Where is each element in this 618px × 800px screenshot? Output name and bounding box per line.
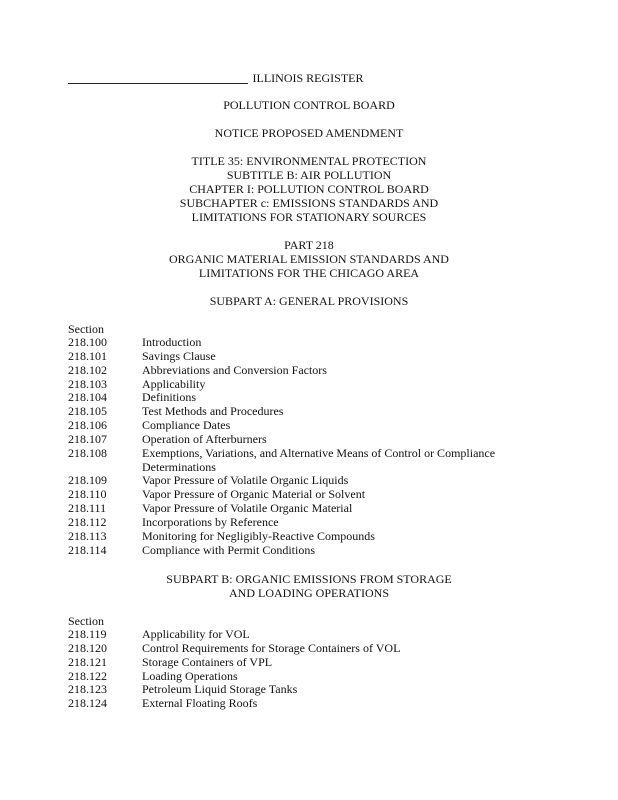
section-number: 218.107 [68,431,107,446]
section-title: Savings Clause [142,348,216,363]
section-title: Vapor Pressure of Volatile Organic Material [142,501,353,516]
section-entry [68,530,550,544]
section-number: 218.124 [68,696,107,711]
section-title: Definitions [142,390,196,405]
section-entry [68,502,550,516]
section-title: Vapor Pressure of Volatile Organic Liquids [142,473,349,488]
title-heading [68,154,550,224]
section-entry [68,378,550,392]
section-entry [68,670,550,684]
section-title: Petroleum Liquid Storage Tanks [142,682,298,697]
register-title: ILLINOIS REGISTER [252,71,364,85]
section-entry [68,405,550,419]
section-entry [68,391,550,405]
section-title: Operation of Afterburners [142,431,267,446]
section-entry [68,350,550,364]
section-entry [68,544,550,558]
section-entry [68,656,550,670]
section-title: Loading Operations [142,668,238,683]
section-title: Storage Containers of VPL [142,654,273,669]
section-number: 218.103 [68,376,107,391]
section-number: 218.105 [68,404,107,419]
section-number: 218.119 [68,627,107,641]
section-entry [68,516,550,530]
section-entry [68,488,550,502]
section-number: 218.111 [68,501,107,516]
section-title: Test Methods and Procedures [142,404,284,419]
section-title: External Floating Roofs [142,696,258,711]
notice-title: NOTICE PROPOSED AMENDMENT [214,126,404,140]
heading-line: SUBTITLE B: AIR POLLUTION [226,168,392,182]
subpart-b-title [68,572,550,600]
section-title: Compliance with Permit Conditions [142,542,315,557]
section-title: Introduction [142,335,202,349]
section-number: 218.114 [68,542,107,557]
heading-line: SUBCHAPTER c: EMISSIONS STANDARDS AND [179,196,439,210]
section-entry [68,683,550,697]
section-entry [68,628,550,642]
heading-line: LIMITATIONS FOR STATIONARY SOURCES [191,210,427,224]
heading-line: TITLE 35: ENVIRONMENTAL PROTECTION [191,154,427,168]
section-number: 218.110 [68,487,107,502]
part-heading [68,238,550,280]
section-number: 218.109 [68,473,107,488]
section-title: Compliance Dates [142,418,231,433]
section-entry [68,642,550,656]
section-entry [68,419,550,433]
section-entry [68,447,550,475]
section-number: 218.102 [68,362,107,377]
section-title: Abbreviations and Conversion Factors [142,362,327,377]
section-title: Monitoring for Negligibly-Reactive Compounds [142,528,375,543]
section-number: 218.122 [68,668,107,683]
section-number: 218.123 [68,682,107,697]
section-title: Incorporations by Reference [142,514,279,529]
section-number: 218.113 [68,528,107,543]
subpart-b-title-line: AND LOADING OPERATIONS [229,586,389,600]
section-title: Control Requirements for Storage Containers of VOL [142,640,401,655]
section-number: 218.121 [68,654,107,669]
subpart-b-section-list [68,628,550,711]
section-number: 218.104 [68,390,107,405]
section-title: Vapor Pressure of Organic Material or Solvent [142,487,366,502]
section-number: 218.101 [68,348,107,363]
section-entry [68,364,550,378]
section-number: 218.112 [68,514,107,529]
subpart-a-title: SUBPART A: GENERAL PROVISIONS [209,294,409,308]
section-number: 218.108 [68,445,107,460]
part-line: PART 218 [284,238,334,252]
section-title: Applicability [142,376,206,391]
section-number: 218.106 [68,418,107,433]
section-number: 218.100 [68,335,107,349]
header-rule [68,83,248,84]
part-line: ORGANIC MATERIAL EMISSION STANDARDS AND [169,252,449,266]
section-number: 218.120 [68,640,107,655]
subpart-a-section-list [68,336,550,558]
heading-line: CHAPTER I: POLLUTION CONTROL BOARD [189,182,429,196]
board-name: POLLUTION CONTROL BOARD [223,98,395,112]
subpart-b-title-line: SUBPART B: ORGANIC EMISSIONS FROM STORAGE [166,572,452,586]
section-entry [68,433,550,447]
part-line: LIMITATIONS FOR THE CHICAGO AREA [198,266,420,280]
section-entry [68,474,550,488]
section-label: Section [68,322,104,336]
section-title: Exemptions, Variations, and Alternative Means of Control or Compliance Determinations [142,445,496,474]
section-title: Applicability for VOL [142,627,250,641]
section-label: Section [68,614,104,628]
section-entry [68,336,550,350]
section-entry [68,697,550,711]
register-header [68,70,550,86]
